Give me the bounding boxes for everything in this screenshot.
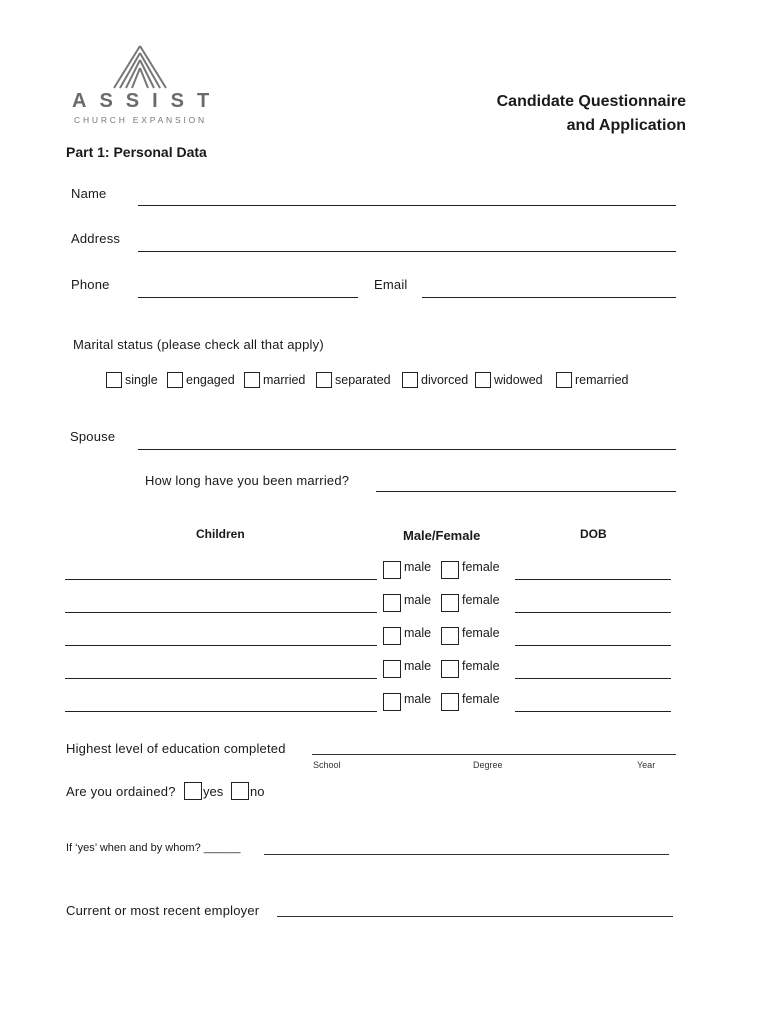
employer-field[interactable] (277, 916, 673, 917)
logo (72, 44, 222, 128)
widowed-option-label: widowed (494, 373, 543, 387)
email-field[interactable] (422, 297, 676, 298)
education-field[interactable] (312, 754, 676, 755)
female-checkbox[interactable] (441, 660, 459, 678)
married-option-label: married (263, 373, 306, 387)
engaged-checkbox[interactable] (167, 372, 183, 388)
employer-label: Current or most recent employer (66, 903, 260, 918)
married-duration-field[interactable] (376, 491, 676, 492)
female-checkbox[interactable] (441, 693, 459, 711)
male-checkbox[interactable] (383, 660, 401, 678)
male-label: male (404, 560, 432, 574)
married-duration-label: How long have you been married? (145, 473, 350, 488)
form-title (497, 90, 686, 138)
child-dob-field[interactable] (515, 711, 671, 712)
single-option-label: single (125, 373, 158, 387)
phone-label: Phone (71, 277, 110, 292)
dob-header: DOB (580, 527, 607, 541)
male-label: male (404, 659, 432, 673)
name-label: Name (71, 186, 107, 201)
form-title-line2: and Application (566, 117, 686, 134)
year-caption: Year (637, 760, 656, 770)
degree-caption: Degree (473, 760, 503, 770)
divorced-option-label: divorced (421, 373, 469, 387)
logo-name: ASSIST (72, 90, 223, 112)
female-label: female (462, 560, 500, 574)
address-field[interactable] (138, 251, 676, 252)
engaged-option-label: engaged (186, 373, 235, 387)
married-checkbox[interactable] (244, 372, 260, 388)
if-yes-label: If ‘yes’ when and by whom? ______ (66, 842, 241, 854)
logo-tagline: CHURCH EXPANSION (74, 115, 207, 125)
child-name-field[interactable] (65, 711, 377, 712)
child-name-field[interactable] (65, 678, 377, 679)
divorced-checkbox[interactable] (402, 372, 418, 388)
child-name-field[interactable] (65, 579, 377, 580)
form-title-line1: Candidate Questionnaire (496, 93, 686, 110)
child-name-field[interactable] (65, 612, 377, 613)
female-checkbox[interactable] (441, 561, 459, 579)
female-checkbox[interactable] (441, 594, 459, 612)
child-name-field[interactable] (65, 645, 377, 646)
child-dob-field[interactable] (515, 612, 671, 613)
children-header: Children (196, 527, 245, 541)
marital-status-label: Marital status (please check all that apply) (73, 337, 324, 352)
male-checkbox[interactable] (383, 693, 401, 711)
if-yes-field[interactable] (264, 854, 669, 855)
female-label: female (462, 626, 500, 640)
logo-mark-icon (110, 44, 170, 90)
male-checkbox[interactable] (383, 594, 401, 612)
female-label: female (462, 692, 500, 706)
male-checkbox[interactable] (383, 627, 401, 645)
ordained-yes-checkbox[interactable] (184, 782, 202, 800)
school-caption: School (313, 760, 341, 770)
widowed-checkbox[interactable] (475, 372, 491, 388)
single-checkbox[interactable] (106, 372, 122, 388)
female-label: female (462, 659, 500, 673)
ordained-no-label: no (250, 784, 265, 799)
education-label: Highest level of education completed (66, 741, 286, 756)
ordained-no-checkbox[interactable] (231, 782, 249, 800)
name-field[interactable] (138, 205, 676, 206)
male-checkbox[interactable] (383, 561, 401, 579)
male-label: male (404, 593, 432, 607)
remarried-option-label: remarried (575, 373, 629, 387)
female-label: female (462, 593, 500, 607)
child-dob-field[interactable] (515, 579, 671, 580)
spouse-field[interactable] (138, 449, 676, 450)
address-label: Address (71, 231, 121, 246)
child-dob-field[interactable] (515, 678, 671, 679)
separated-checkbox[interactable] (316, 372, 332, 388)
ordained-label: Are you ordained? (66, 784, 176, 799)
male-label: male (404, 692, 432, 706)
male-label: male (404, 626, 432, 640)
email-label: Email (374, 277, 408, 292)
remarried-checkbox[interactable] (556, 372, 572, 388)
section-heading: Part 1: Personal Data (66, 144, 207, 160)
ordained-yes-label: yes (203, 784, 224, 799)
child-dob-field[interactable] (515, 645, 671, 646)
separated-option-label: separated (335, 373, 391, 387)
spouse-label: Spouse (70, 429, 116, 444)
female-checkbox[interactable] (441, 627, 459, 645)
phone-field[interactable] (138, 297, 358, 298)
gender-header: Male/Female (403, 528, 481, 543)
